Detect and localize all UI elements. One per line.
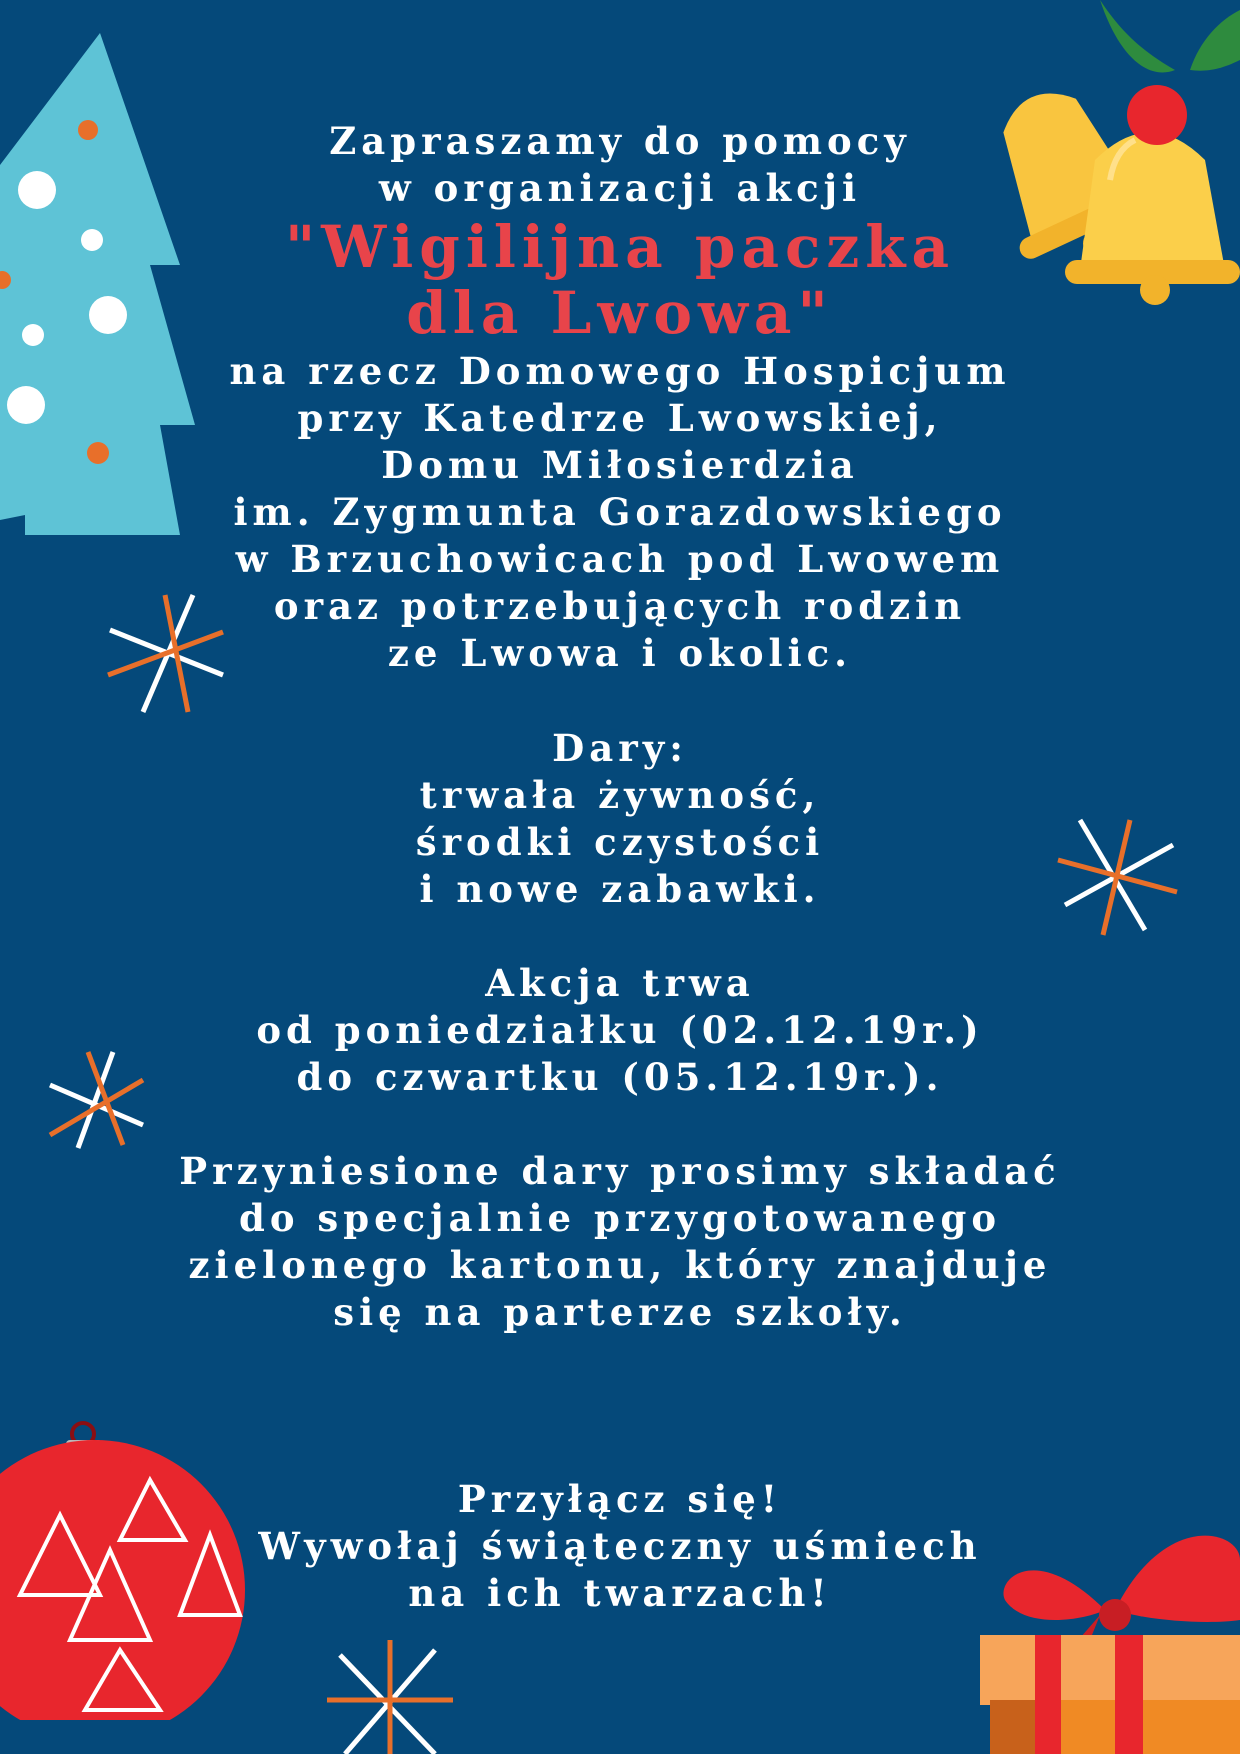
beneficiaries-line: ze Lwowa i okolic. (387, 631, 853, 675)
dates-line: od poniedziałku (02.12.19r.) (256, 1008, 984, 1052)
cta-line: Wywołaj świąteczny uśmiech (258, 1524, 982, 1568)
dropoff-line: zielonego kartonu, który znajduje (188, 1243, 1052, 1287)
gifts-text (160, 725, 1080, 913)
beneficiaries-line: przy Katedrze Lwowskiej, (297, 396, 943, 440)
cta-line: na ich twarzach! (408, 1571, 832, 1615)
beneficiaries-text (160, 348, 1080, 677)
intro-line: Zapraszamy do pomocy (329, 119, 911, 163)
gifts-line: Dary: (552, 726, 688, 770)
dropoff-text (160, 1148, 1080, 1336)
beneficiaries-line: im. Zygmunta Gorazdowskiego (233, 490, 1007, 534)
dropoff-line: do specjalnie przygotowanego (238, 1196, 1001, 1240)
dates-text (160, 960, 1080, 1101)
dropoff-line: Przyniesione dary prosimy składać (179, 1149, 1061, 1193)
snowflake-icon (325, 1635, 455, 1754)
beneficiaries-line: na rzecz Domowego Hospicjum (229, 349, 1011, 393)
gifts-line: i nowe zabawki. (419, 867, 821, 911)
title-line: "Wigilijna paczka (284, 213, 956, 281)
dates-line: do czwartku (05.12.19r.). (296, 1055, 944, 1099)
title-line: dla Lwowa" (406, 279, 834, 347)
beneficiaries-line: w Brzuchowicach pod Lwowem (235, 537, 1005, 581)
cta-line: Przyłącz się! (457, 1477, 783, 1521)
intro-text (160, 118, 1080, 212)
campaign-title (160, 214, 1080, 346)
dropoff-line: się na parterze szkoły. (333, 1290, 907, 1334)
beneficiaries-line: Domu Miłosierdzia (381, 443, 859, 487)
gifts-line: środki czystości (415, 820, 825, 864)
snowflake-icon (48, 1050, 148, 1150)
intro-line: w organizacji akcji (378, 166, 862, 210)
call-to-action (160, 1476, 1080, 1617)
gifts-line: trwała żywność, (419, 773, 821, 817)
dates-line: Akcja trwa (485, 961, 755, 1005)
beneficiaries-line: oraz potrzebujących rodzin (273, 584, 967, 628)
